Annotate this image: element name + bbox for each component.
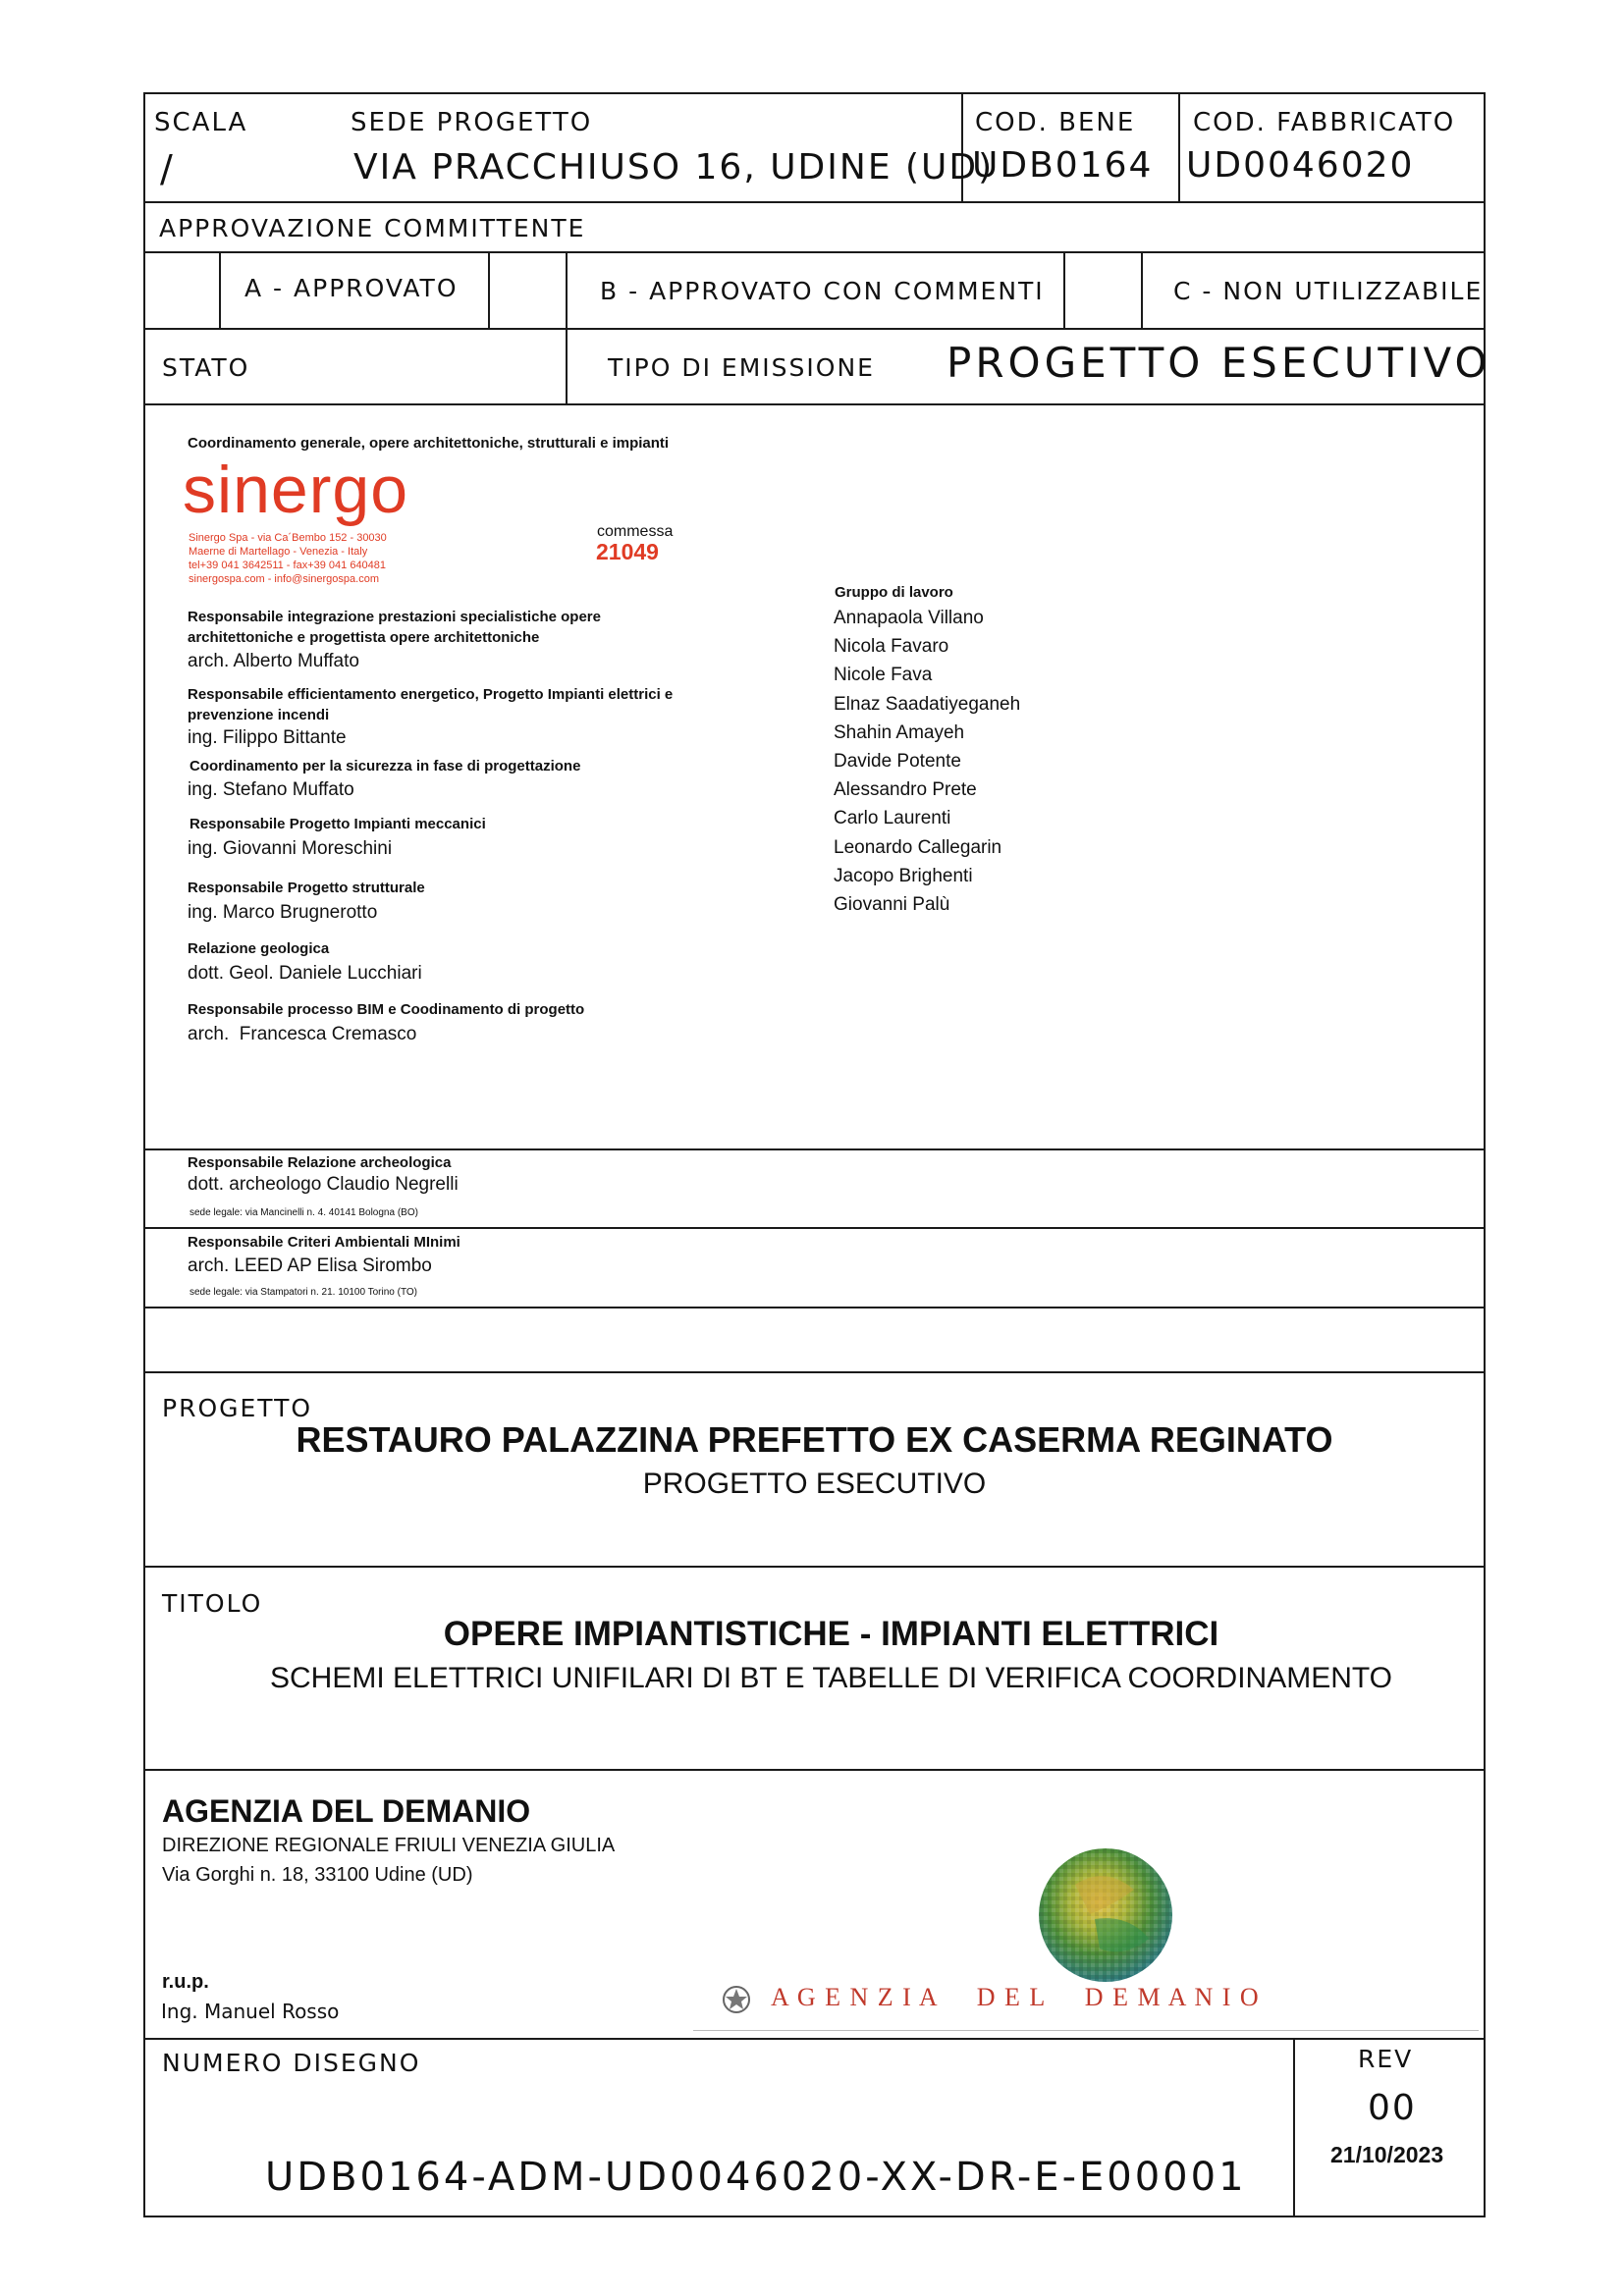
sede-value: via Mancinelli n. 4. 40141 Bologna (BO) — [244, 1207, 418, 1218]
gruppo-member: Jacopo Brighenti — [834, 865, 973, 886]
agency-globe-logo — [1036, 1845, 1176, 1986]
divider — [143, 328, 1486, 330]
divider — [143, 403, 1486, 405]
role-name: ing. Filippo Bittante — [188, 727, 347, 748]
role-name: arch. Francesca Cremasco — [188, 1024, 417, 1044]
sinergo-company-info — [189, 531, 387, 586]
role-name: ing. Giovanni Moreschini — [188, 838, 393, 859]
gruppo-member: Davide Potente — [834, 751, 961, 773]
progetto-title: RESTAURO PALAZZINA PREFETTO EX CASERMA REGINATO — [296, 1419, 1333, 1460]
revision-date: 21/10/2023 — [1330, 2142, 1444, 2167]
company-line: Sinergo Spa - via Ca´Bembo 152 - 30030 — [189, 532, 387, 544]
agency-address: Via Gorghi n. 18, 33100 Udine (UD) — [162, 1864, 473, 1886]
cam-heading: Responsabile Criteri Ambientali MInimi — [188, 1234, 460, 1251]
scala-value: / — [160, 147, 175, 190]
company-line: tel+39 041 3642511 - fax+39 041 640481 — [189, 560, 387, 571]
role-heading: Coordinamento per la sicurezza in fase di progettazione — [189, 758, 581, 774]
tipo-label: TIPO DI EMISSIONE — [608, 353, 875, 382]
divider — [1063, 251, 1065, 329]
sede-value: via Stampatori n. 21. 10100 Torino (TO) — [244, 1287, 417, 1298]
approval-option-a: A - APPROVATO — [244, 274, 459, 302]
commessa-label: commessa — [597, 523, 674, 540]
approval-option-c: C - NON UTILIZZABILE — [1173, 277, 1484, 305]
role-heading: Responsabile Progetto strutturale — [188, 880, 425, 896]
gruppo-heading: Gruppo di lavoro — [835, 584, 953, 601]
approval-option-b: B - APPROVATO CON COMMENTI — [600, 277, 1045, 305]
role-heading: Relazione geologica — [188, 940, 330, 957]
archeo-name: dott. archeologo Claudio Negrelli — [188, 1174, 459, 1195]
gruppo-member: Giovanni Palù — [834, 894, 950, 916]
tipo-value: PROGETTO ESECUTIVO — [947, 339, 1491, 387]
divider — [1141, 251, 1143, 329]
divider — [143, 1566, 1486, 1568]
divider — [143, 1371, 1486, 1373]
gruppo-member: Nicola Favaro — [834, 636, 949, 658]
rup-name: Ing. Manuel Rosso — [161, 2000, 340, 2023]
divider — [488, 251, 490, 329]
role-heading: Responsabile Progetto Impianti meccanici — [189, 816, 486, 832]
divider — [1178, 92, 1180, 202]
role-name: dott. Geol. Daniele Lucchiari — [188, 963, 422, 984]
titolo-label: TITOLO — [162, 1589, 263, 1618]
cod-fabbricato-label: COD. FABBRICATO — [1193, 108, 1456, 137]
approval-title: APPROVAZIONE COMMITTENTE — [159, 214, 586, 242]
sede-label: SEDE PROGETTO — [351, 108, 593, 137]
divider — [1293, 2038, 1295, 2217]
archeo-heading: Responsabile Relazione archeologica — [188, 1154, 452, 1171]
divider — [143, 2038, 1486, 2040]
sede-value: VIA PRACCHIUSO 16, UDINE (UD) — [353, 147, 995, 187]
cam-sede — [189, 1287, 417, 1298]
agency-direzione: DIREZIONE REGIONALE FRIULI VENEZIA GIULIA — [162, 1835, 616, 1856]
role-heading: Responsabile efficientamento energetico, Progetto Impianti elettrici e prevenzione incendi — [188, 686, 674, 723]
role-name: arch. Alberto Muffato — [188, 651, 359, 671]
agency-emblem-icon — [721, 1983, 752, 2016]
divider — [566, 251, 568, 404]
gruppo-member: Elnaz Saadatiyeganeh — [834, 693, 1021, 715]
role-heading: Responsabile processo BIM e Coodinamento di progetto — [188, 1001, 585, 1018]
scala-label: SCALA — [154, 108, 248, 137]
commessa-value: 21049 — [596, 539, 659, 564]
cod-bene-label: COD. BENE — [975, 108, 1136, 137]
agency-wordmark: A G E N Z I A D E L D E M A N I O — [771, 1983, 1261, 2011]
cod-fabbricato-value: UD0046020 — [1186, 145, 1415, 186]
divider — [143, 1227, 1486, 1229]
coordination-heading: Coordinamento generale, opere architettoniche, strutturali e impianti — [188, 435, 670, 452]
divider — [143, 1307, 1486, 1308]
divider — [143, 1148, 1486, 1150]
cam-name: arch. LEED AP Elisa Sirombo — [188, 1255, 432, 1276]
gruppo-member: Nicole Fava — [834, 665, 933, 686]
gruppo-list — [834, 604, 1020, 919]
sede-prefix: sede legale: — [189, 1287, 243, 1298]
company-line: sinergospa.com - info@sinergospa.com — [189, 573, 379, 585]
divider — [219, 251, 221, 329]
gruppo-member: Annapaola Villano — [834, 608, 984, 628]
rup-label: r.u.p. — [162, 1971, 209, 1993]
divider — [143, 251, 1486, 253]
divider — [143, 201, 1486, 203]
numero-value: UDB0164-ADM-UD0046020-XX-DR-E-E00001 — [265, 2155, 1247, 2200]
divider — [143, 1769, 1486, 1771]
titolo-title: OPERE IMPIANTISTICHE - IMPIANTI ELETTRICI — [443, 1615, 1219, 1653]
gruppo-member: Carlo Laurenti — [834, 808, 951, 829]
archeo-sede — [189, 1207, 418, 1218]
gruppo-member: Shahin Amayeh — [834, 721, 965, 743]
numero-label: NUMERO DISEGNO — [162, 2049, 421, 2077]
agency-name: AGENZIA DEL DEMANIO — [162, 1793, 531, 1829]
progetto-subtitle: PROGETTO ESECUTIVO — [642, 1468, 987, 1500]
titolo-subtitle: SCHEMI ELETTRICI UNIFILARI DI BT E TABELLE DI VERIFICA COORDINAMENTO — [270, 1662, 1392, 1694]
sede-prefix: sede legale: — [189, 1207, 243, 1218]
gruppo-member: Leonardo Callegarin — [834, 836, 1002, 858]
sinergo-logo: sinergo — [183, 453, 409, 527]
agency-wordmark-underline — [693, 2030, 1479, 2031]
role-name: ing. Stefano Muffato — [188, 779, 354, 800]
rev-value: 00 — [1368, 2088, 1417, 2128]
stato-label: STATO — [162, 353, 250, 382]
cod-bene-value: UDB0164 — [972, 145, 1154, 186]
role-heading: Responsabile integrazione prestazioni specialistiche opere architettoniche e progettista opere architettoniche — [188, 609, 601, 646]
rev-label: REV — [1358, 2045, 1414, 2073]
progetto-label: PROGETTO — [162, 1394, 313, 1422]
gruppo-member: Alessandro Prete — [834, 779, 977, 801]
company-line: Maerne di Martellago - Venezia - Italy — [189, 546, 368, 558]
role-name: ing. Marco Brugnerotto — [188, 902, 378, 923]
